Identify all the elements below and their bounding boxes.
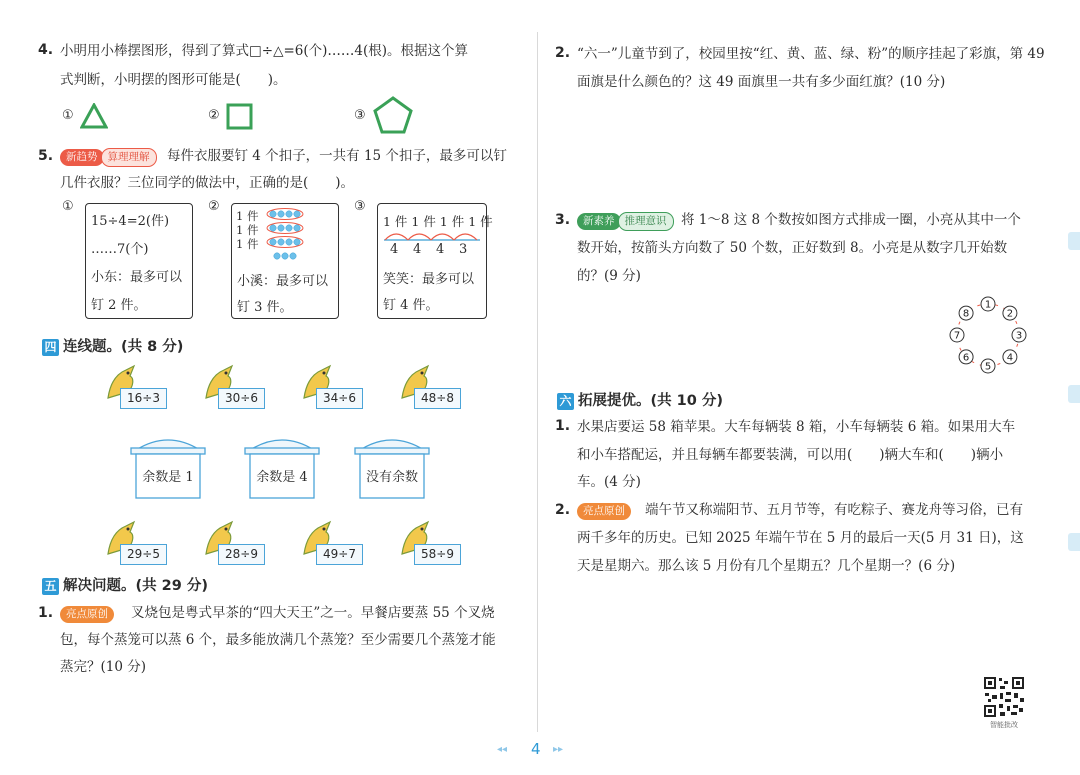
option-mark: ② <box>208 108 220 123</box>
question-number: 3. <box>555 212 571 228</box>
answer-text: 钉 3 件。 <box>237 300 293 315</box>
calc-text: ……7(个) <box>91 242 149 257</box>
ring-number: 4 <box>1006 352 1014 364</box>
qr-caption: 智能批改 <box>990 721 1018 729</box>
section-number: 四 <box>42 339 59 356</box>
question-text: 数开始，按箭头方向数了 50 个数，正好数到 8。小亮是从数字几开始数 <box>577 240 1008 256</box>
mailbox-icon <box>128 430 208 500</box>
option-mark: ② <box>208 199 220 214</box>
header-text: 1 件 1 件 1 件 1 件 <box>383 214 493 229</box>
mailbox-icon <box>242 430 322 500</box>
mailbox-label[interactable]: 余数是 4 <box>256 470 308 485</box>
section-number: 五 <box>42 578 59 595</box>
ring-number: 1 <box>984 299 992 311</box>
question-tags <box>60 146 157 167</box>
question-text: 小明用小棒摆图形，得到了算式□÷△=6(个)……4(根)。根据这个算 <box>60 43 469 59</box>
mailbox-label[interactable]: 余数是 1 <box>142 470 194 485</box>
answer-text: 钉 4 件。 <box>383 298 439 313</box>
question-text: 和小车搭配运，并且每辆车都要装满，可以用( )辆大车和( )辆小 <box>577 447 1004 463</box>
count-label: 4 <box>390 242 399 257</box>
expression-card[interactable]: 49÷7 <box>316 544 363 565</box>
answer-text: 钉 2 件。 <box>91 298 147 313</box>
section-heading <box>42 335 183 356</box>
question-text: 叉烧包是粤式早茶的“四大天王”之一。早餐店要蒸 55 个叉烧 <box>131 605 495 621</box>
calc-text: 15÷4=2(件) <box>91 214 170 229</box>
question-text: 蒸完？(10 分) <box>60 659 147 675</box>
question-number: 2. <box>555 502 571 518</box>
square-shape-icon <box>226 103 254 131</box>
option-mark: ③ <box>354 108 366 123</box>
section-heading <box>42 574 208 595</box>
mailbox-label[interactable]: 没有余数 <box>365 470 418 485</box>
section-title: 拓展提优。(共 10 分) <box>578 393 724 409</box>
question-number: 2. <box>555 45 571 61</box>
answer-text: 小溪：最多可以 <box>237 274 329 289</box>
button-groups-icon <box>264 208 334 264</box>
row-label: 1 件 <box>236 223 259 237</box>
ring-number: 7 <box>953 330 961 342</box>
choice-box <box>231 203 339 319</box>
count-label: 3 <box>459 242 468 257</box>
expression-card[interactable]: 34÷6 <box>316 388 363 409</box>
question-tags <box>60 603 114 623</box>
question-text: 每件衣服要钉 4 个扣子，一共有 15 个扣子，最多可以钉 <box>167 148 507 164</box>
prev-arrows-icon: ◂◂ <box>497 744 508 755</box>
option-mark: ① <box>62 108 74 123</box>
question-text: 天是星期六。那么该 5 月份有几个星期五？几个星期一？(6 分) <box>577 558 956 574</box>
question-text: 的？(9 分) <box>577 268 641 284</box>
tag-badge: 新趋势 <box>60 149 104 166</box>
row-label: 1 件 <box>236 209 259 223</box>
section-number: 六 <box>557 393 574 410</box>
column-divider <box>537 32 538 732</box>
count-label: 4 <box>436 242 445 257</box>
question-text: “六一”儿童节到了，校园里按“红、黄、蓝、绿、粉”的顺序挂起了彩旗，第 49 <box>577 46 1045 62</box>
ring-number: 6 <box>962 352 970 364</box>
question-number: 5. <box>38 148 54 164</box>
question-text: 将 1～8 这 8 个数按如图方式排成一圈，小亮从其中一个 <box>681 212 1021 228</box>
tag-badge: 新素养 <box>577 213 621 230</box>
expression-card[interactable]: 16÷3 <box>120 388 167 409</box>
question-text: 端午节又称端阳节、五月节等，有吃粽子、赛龙舟等习俗，已有 <box>645 502 1023 518</box>
answer-text: 笑笑：最多可以 <box>383 272 475 287</box>
mailbox-icon <box>352 430 432 500</box>
expression-card[interactable]: 48÷8 <box>414 388 461 409</box>
answer-text: 小东：最多可以 <box>91 270 183 285</box>
section-title: 解决问题。(共 29 分) <box>63 578 209 594</box>
choice-box <box>85 203 193 319</box>
pentagon-shape-icon <box>372 95 414 137</box>
expression-card[interactable]: 30÷6 <box>218 388 265 409</box>
question-text: 式判断，小明摆的图形可能是( )。 <box>60 72 287 88</box>
triangle-shape-icon <box>80 103 108 129</box>
section-heading <box>557 389 723 410</box>
question-text: 面旗是什么颜色的？这 49 面旗里一共有多少面红旗？(10 分) <box>577 74 946 90</box>
side-tab <box>1068 385 1080 403</box>
question-text: 两千多年的历史。已知 2025 年端午节在 5 月的最后一天(5 月 31 日)，这 <box>577 530 1024 546</box>
question-text: 车。(4 分) <box>577 474 641 490</box>
tag-badge: 算理理解 <box>101 148 157 167</box>
side-tab <box>1068 232 1080 250</box>
row-label: 1 件 <box>236 237 259 251</box>
page-number: 4 <box>531 740 541 758</box>
section-title: 连线题。(共 8 分) <box>63 339 184 355</box>
question-tags <box>577 500 631 520</box>
question-text: 包，每个蒸笼可以蒸 6 个，最多能放满几个蒸笼？至少需要几个蒸笼才能 <box>60 632 496 648</box>
ring-number: 3 <box>1015 330 1023 342</box>
expression-card[interactable]: 58÷9 <box>414 544 461 565</box>
qr-code-icon[interactable] <box>983 676 1025 718</box>
expression-card[interactable]: 29÷5 <box>120 544 167 565</box>
expression-card[interactable]: 28÷9 <box>218 544 265 565</box>
option-mark: ③ <box>354 199 366 214</box>
question-number: 4. <box>38 42 54 58</box>
question-number: 1. <box>38 605 54 621</box>
question-number: 1. <box>555 418 571 434</box>
count-label: 4 <box>413 242 422 257</box>
tag-badge: 推理意识 <box>618 212 674 231</box>
question-text: 几件衣服？三位同学的做法中，正确的是( )。 <box>60 175 355 191</box>
question-tags <box>577 210 674 231</box>
option-mark: ① <box>62 199 74 214</box>
ring-number: 8 <box>962 308 970 320</box>
tag-badge: 亮点原创 <box>577 503 631 520</box>
ring-number: 5 <box>984 361 992 373</box>
ring-number: 2 <box>1006 308 1014 320</box>
next-arrows-icon: ▸▸ <box>553 744 564 755</box>
question-text: 水果店要运 58 箱苹果。大车每辆装 8 箱，小车每辆装 6 箱。如果用大车 <box>577 419 1016 435</box>
choice-box <box>377 203 493 319</box>
tag-badge: 亮点原创 <box>60 606 114 623</box>
number-ring-diagram <box>945 292 1035 378</box>
side-tab <box>1068 533 1080 551</box>
